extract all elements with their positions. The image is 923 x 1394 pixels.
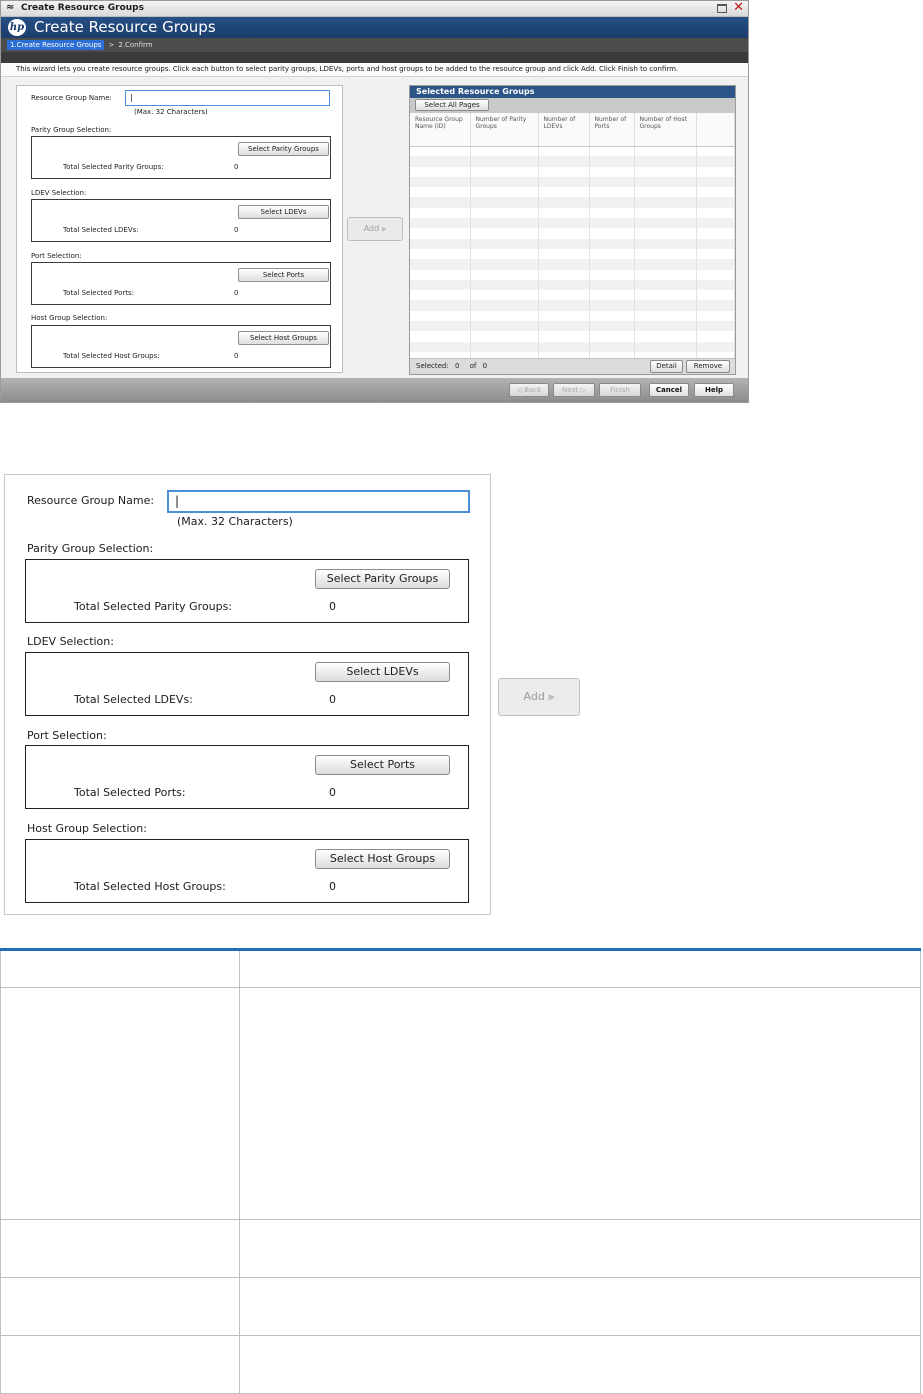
resource-group-name-input[interactable]: | (167, 490, 470, 513)
table-cell (696, 187, 735, 197)
table-row (410, 342, 735, 352)
selected-resource-groups-panel (409, 85, 736, 375)
hp-logo: hp (8, 19, 26, 36)
add-button-zoomed[interactable]: Add ⫸ (498, 678, 580, 716)
port-section-title: Port Selection: (27, 729, 107, 742)
step-separator: > (108, 41, 115, 49)
table-cell (634, 208, 696, 218)
select-ports-button[interactable]: Select Ports (315, 755, 450, 775)
table-cell (470, 311, 538, 321)
table-row (410, 197, 735, 207)
total-ports-label: Total Selected Ports: (74, 786, 186, 799)
table-cell (696, 290, 735, 300)
table-cell (589, 228, 634, 238)
table-cell (538, 311, 589, 321)
step-confirm: 2.Confirm (118, 41, 153, 49)
total-ldevs-value: 0 (234, 226, 239, 234)
table-cell (634, 197, 696, 207)
select-parity-groups-button[interactable]: Select Parity Groups (315, 569, 450, 589)
collapse-icon[interactable]: ≈ (6, 2, 15, 13)
parity-group-section-title: Parity Group Selection: (31, 126, 112, 134)
selected-count (416, 359, 487, 374)
host-group-box (31, 325, 331, 368)
table-cell (634, 331, 696, 341)
table-cell (240, 988, 921, 1220)
table-row (410, 300, 735, 310)
selected-label: Selected: (416, 362, 449, 370)
cancel-button[interactable]: Cancel (649, 383, 689, 397)
table-cell (589, 249, 634, 259)
table-cell (589, 197, 634, 207)
column-header[interactable]: Number of LDEVs (538, 113, 589, 146)
table-cell (470, 280, 538, 290)
table-cell (538, 208, 589, 218)
table-cell (634, 290, 696, 300)
header-divider (1, 52, 748, 63)
table-cell (470, 208, 538, 218)
table-cell (470, 239, 538, 249)
table-cell (696, 197, 735, 207)
table-cell (538, 321, 589, 331)
table-cell (410, 270, 470, 280)
ldev-box (25, 652, 469, 716)
table-cell (470, 321, 538, 331)
table-cell (538, 167, 589, 177)
table-cell (589, 259, 634, 269)
table-cell (696, 321, 735, 331)
table-cell (696, 270, 735, 280)
table-cell (634, 249, 696, 259)
table-cell (538, 228, 589, 238)
total-ldevs-value: 0 (329, 693, 336, 706)
table-cell (410, 331, 470, 341)
table-row (410, 239, 735, 249)
table-cell (470, 197, 538, 207)
table-cell (470, 187, 538, 197)
ldev-section-title: LDEV Selection: (27, 635, 114, 648)
table-cell (538, 146, 589, 156)
table-row (410, 331, 735, 341)
add-button[interactable]: Add ⫸ (347, 217, 403, 241)
table-cell (1, 1336, 240, 1394)
host-group-section-title: Host Group Selection: (31, 314, 108, 322)
back-button[interactable]: ◁ Back (509, 383, 549, 397)
table-cell (696, 280, 735, 290)
table-cell (696, 218, 735, 228)
table-cell (410, 228, 470, 238)
total-parity-groups-label: Total Selected Parity Groups: (74, 600, 233, 613)
table-row (410, 259, 735, 269)
finish-button[interactable]: Finish (599, 383, 641, 397)
table-cell (589, 342, 634, 352)
zoomed-resource-group-form (4, 474, 491, 915)
remove-button[interactable]: Remove (686, 360, 730, 373)
table-cell (470, 300, 538, 310)
table-cell (538, 239, 589, 249)
table-cell (1, 988, 240, 1220)
table-cell (538, 290, 589, 300)
total-count-value: 0 (482, 362, 488, 370)
table-row (410, 311, 735, 321)
table-cell (410, 321, 470, 331)
table-cell (696, 331, 735, 341)
banner (1, 17, 748, 38)
table-row (410, 177, 735, 187)
title-bar (1, 1, 748, 17)
table-cell (634, 228, 696, 238)
table-cell (470, 218, 538, 228)
table-cell (1, 1220, 240, 1278)
port-box (25, 745, 469, 809)
item-column-header (1, 950, 240, 988)
table-cell (240, 1220, 921, 1278)
resource-group-form (16, 85, 343, 373)
table-cell (589, 156, 634, 166)
column-header[interactable]: Number of Parity Groups (470, 113, 538, 146)
selected-count-value: 0 (454, 362, 460, 370)
table-row (410, 187, 735, 197)
table-row (410, 228, 735, 238)
table-cell (410, 167, 470, 177)
window-title: Create Resource Groups (21, 3, 144, 13)
parity-group-section-title: Parity Group Selection: (27, 542, 154, 555)
table-cell (634, 146, 696, 156)
table-cell (538, 249, 589, 259)
table-cell (410, 187, 470, 197)
table-cell (538, 218, 589, 228)
table-cell (589, 218, 634, 228)
table-cell (696, 177, 735, 187)
ldev-section-title: LDEV Selection: (31, 189, 87, 197)
table-row (410, 218, 735, 228)
select-ports-button[interactable]: Select Ports (238, 268, 329, 282)
port-section-title: Port Selection: (31, 252, 82, 260)
host-group-section-title: Host Group Selection: (27, 822, 147, 835)
select-parity-groups-button[interactable]: Select Parity Groups (238, 142, 329, 156)
table-row (410, 146, 735, 156)
table-cell (538, 187, 589, 197)
port-box (31, 262, 331, 305)
table-cell (589, 311, 634, 321)
table-cell (410, 300, 470, 310)
selected-panel-title: Selected Resource Groups (410, 86, 735, 98)
selected-panel-toolbar (410, 98, 735, 113)
selected-panel-footer (410, 358, 735, 374)
table-cell (410, 208, 470, 218)
table-cell (634, 280, 696, 290)
table-cell (470, 249, 538, 259)
total-host-groups-label: Total Selected Host Groups: (63, 352, 160, 360)
instruction-text: This wizard lets you create resource groups. Click each button to select parity groups, LDEVs, ports and host groups to be added to the resource group and click Add. Click Finish to confirm. (1, 63, 748, 77)
table-cell (696, 167, 735, 177)
table-cell (1, 1278, 240, 1336)
table-cell (696, 300, 735, 310)
table-cell (538, 331, 589, 341)
table-cell (410, 218, 470, 228)
table-cell (410, 239, 470, 249)
table-cell (470, 290, 538, 300)
of-label: of (469, 362, 477, 370)
wizard-steps (1, 38, 748, 52)
name-hint: (Max. 32 Characters) (134, 108, 208, 116)
table-cell (410, 311, 470, 321)
total-host-groups-value: 0 (329, 880, 336, 893)
total-ports-label: Total Selected Ports: (63, 289, 135, 297)
total-ldevs-label: Total Selected LDEVs: (63, 226, 139, 234)
table-cell (696, 259, 735, 269)
table-cell (634, 321, 696, 331)
ldev-box (31, 199, 331, 242)
table-row (410, 156, 735, 166)
total-host-groups-value: 0 (234, 352, 239, 360)
total-host-groups-label: Total Selected Host Groups: (74, 880, 226, 893)
description-table (0, 948, 921, 1394)
table-cell (470, 167, 538, 177)
table-cell (634, 239, 696, 249)
step-create: 1.Create Resource Groups (7, 40, 104, 50)
name-hint: (Max. 32 Characters) (177, 515, 293, 528)
parity-group-box (25, 559, 469, 623)
table-cell (410, 146, 470, 156)
column-header[interactable]: Number of Host Groups (634, 113, 696, 146)
table-row (410, 208, 735, 218)
table-cell (470, 177, 538, 187)
table-cell (696, 249, 735, 259)
create-resource-groups-window (0, 0, 749, 403)
table-cell (589, 146, 634, 156)
table-cell (470, 228, 538, 238)
table-cell (240, 1336, 921, 1394)
table-cell (410, 249, 470, 259)
table-row (410, 280, 735, 290)
resource-group-name-label: Resource Group Name: (31, 94, 112, 102)
table-row (410, 167, 735, 177)
table-cell (410, 280, 470, 290)
table-cell (634, 300, 696, 310)
table-cell (410, 156, 470, 166)
table-cell (410, 290, 470, 300)
table-cell (589, 331, 634, 341)
total-ports-value: 0 (234, 289, 239, 297)
table-cell (589, 177, 634, 187)
table-cell (589, 208, 634, 218)
table-cell (538, 177, 589, 187)
table-cell (470, 259, 538, 269)
table-cell (589, 239, 634, 249)
table-cell (538, 197, 589, 207)
table-cell (589, 290, 634, 300)
table-cell (589, 187, 634, 197)
wizard-button-bar (1, 378, 748, 402)
select-host-groups-button[interactable]: Select Host Groups (238, 331, 329, 345)
table-cell (634, 218, 696, 228)
table-cell (538, 342, 589, 352)
table-cell (470, 342, 538, 352)
selected-resource-groups-table (410, 113, 735, 362)
table-cell (589, 321, 634, 331)
table-cell (696, 228, 735, 238)
next-button[interactable]: Next ▷ (553, 383, 595, 397)
parity-group-box (31, 136, 331, 179)
table-cell (589, 300, 634, 310)
table-cell (410, 342, 470, 352)
table-cell (410, 177, 470, 187)
table-cell (538, 280, 589, 290)
select-ldevs-button[interactable]: Select LDEVs (238, 205, 329, 219)
table-cell (634, 270, 696, 280)
resource-group-name-label: Resource Group Name: (27, 494, 155, 507)
total-ldevs-label: Total Selected LDEVs: (74, 693, 193, 706)
table-cell (634, 342, 696, 352)
table-cell (538, 259, 589, 269)
table-cell (470, 146, 538, 156)
maximize-icon[interactable] (717, 4, 727, 13)
table-cell (696, 342, 735, 352)
table-cell (538, 300, 589, 310)
total-parity-groups-value: 0 (234, 163, 239, 171)
select-ldevs-button[interactable]: Select LDEVs (315, 662, 450, 682)
select-all-pages-button[interactable]: Select All Pages (415, 99, 489, 111)
host-group-box (25, 839, 469, 903)
table-row (410, 249, 735, 259)
total-parity-groups-value: 0 (329, 600, 336, 613)
table-cell (470, 331, 538, 341)
close-icon[interactable]: ✕ (733, 0, 744, 15)
table-cell (589, 270, 634, 280)
help-button[interactable]: Help (694, 383, 734, 397)
table-cell (470, 156, 538, 166)
table-row (410, 290, 735, 300)
table-cell (470, 270, 538, 280)
table-cell (696, 239, 735, 249)
table-cell (410, 259, 470, 269)
table-body (410, 146, 735, 362)
resource-group-name-input[interactable]: | (125, 90, 330, 106)
column-header[interactable]: Number of Ports (589, 113, 634, 146)
table-cell (240, 1278, 921, 1336)
table-cell (696, 146, 735, 156)
table-row (410, 321, 735, 331)
table-cell (634, 167, 696, 177)
banner-title: Create Resource Groups (34, 18, 216, 36)
table-cell (538, 270, 589, 280)
table-cell (634, 187, 696, 197)
description-column-header (240, 950, 921, 988)
table-row (410, 270, 735, 280)
table-cell (696, 311, 735, 321)
table-cell (634, 311, 696, 321)
total-parity-groups-label: Total Selected Parity Groups: (63, 163, 164, 171)
table-cell (589, 280, 634, 290)
select-host-groups-button[interactable]: Select Host Groups (315, 849, 450, 869)
total-ports-value: 0 (329, 786, 336, 799)
table-cell (696, 208, 735, 218)
table-cell (410, 197, 470, 207)
table-cell (538, 156, 589, 166)
table-cell (634, 177, 696, 187)
table-cell (696, 156, 735, 166)
detail-button[interactable]: Detail (650, 360, 683, 373)
column-header-spacer (696, 113, 735, 146)
table-cell (589, 167, 634, 177)
table-cell (634, 156, 696, 166)
table-cell (634, 259, 696, 269)
column-header[interactable]: Resource Group Name (ID) (410, 113, 470, 146)
